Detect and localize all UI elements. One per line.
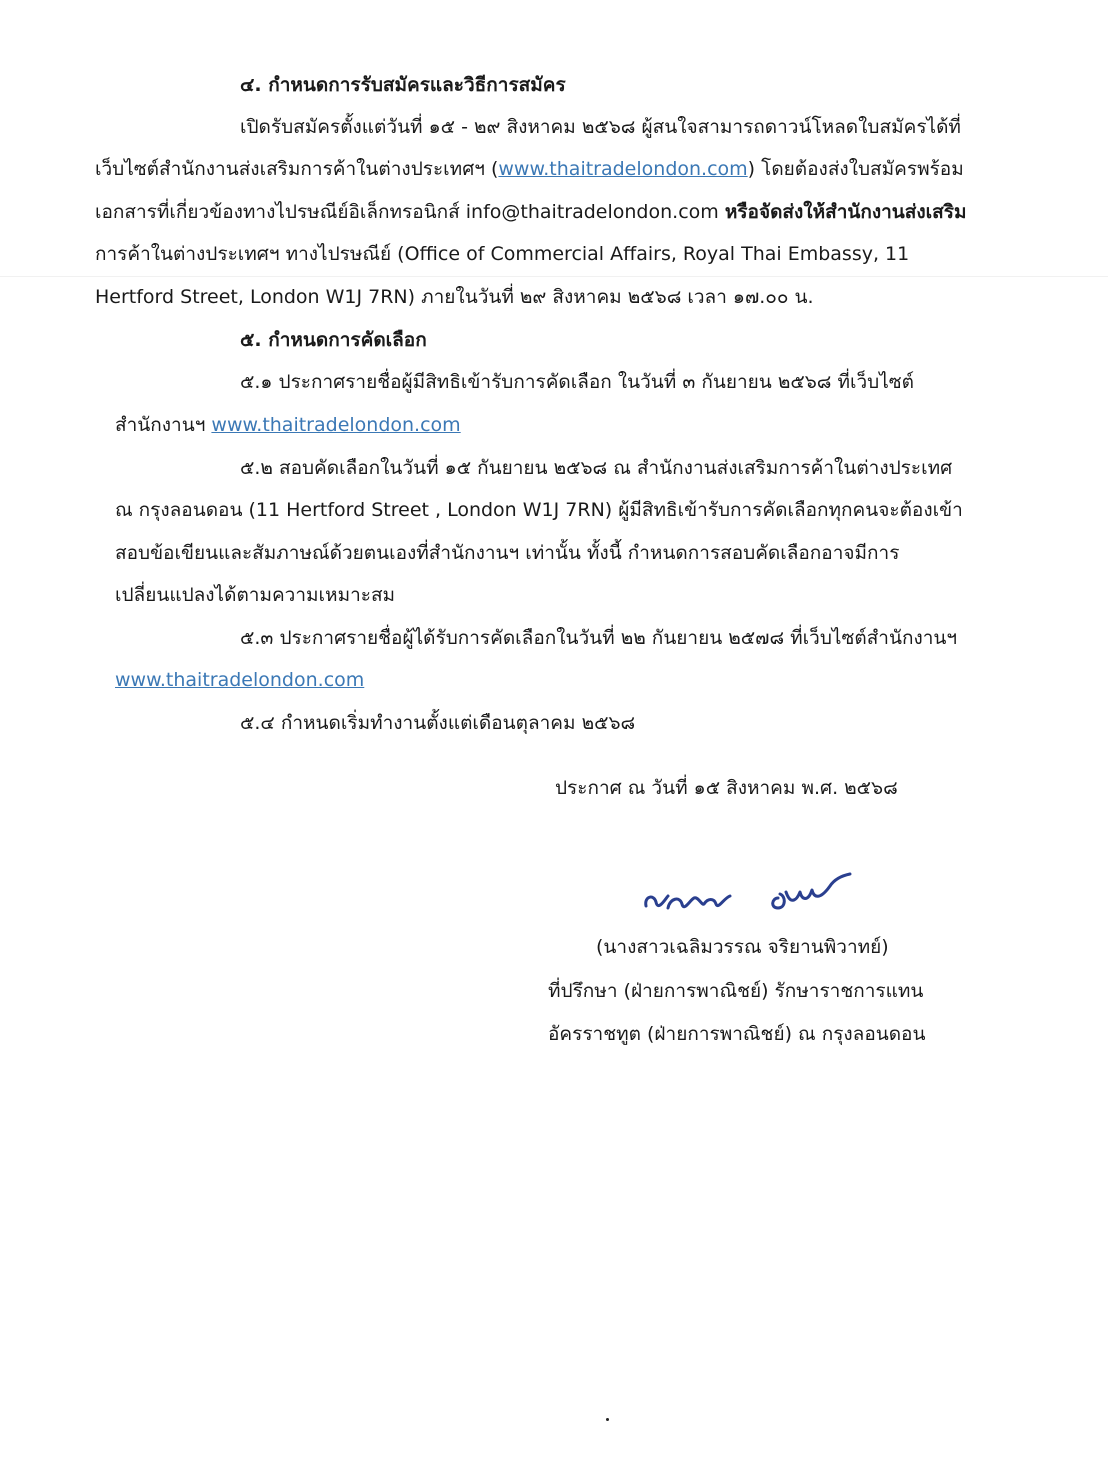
page-dot bbox=[606, 1418, 609, 1421]
item-5-1-line-1: ๕.๑ ประกาศรายชื่อผู้มีสิทธิเข้ารับการคัดเลือก ในวันที่ ๓ กันยายน ๒๕๖๘ ที่เว็บไซต์ bbox=[240, 371, 915, 393]
item-5-1-line-2 bbox=[115, 410, 461, 440]
section-4-para-line-1: เปิดรับสมัครตั้งแต่วันที่ ๑๕ - ๒๙ สิงหาคม ๒๕๖๘ ผู้สนใจสามารถดาวน์โหลดใบสมัครได้ที่ bbox=[240, 116, 961, 138]
text-span: เอกสารที่เกี่ยวข้องทางไปรษณีย์อิเล็กทรอนิกส์ info@thaitradelondon.com bbox=[95, 201, 725, 223]
item-5-3-line-2 bbox=[115, 665, 364, 695]
text-span: ) โดยต้องส่งใบสมัครพร้อม bbox=[747, 158, 964, 180]
signatory-title-1: ที่ปรึกษา (ฝ่ายการพาณิชย์) รักษาราชการแทน bbox=[548, 980, 924, 1002]
section-4-heading: ๔. กำหนดการรับสมัครและวิธีการสมัคร bbox=[240, 74, 566, 96]
section-4-para-line-4: การค้าในต่างประเทศฯ ทางไปรษณีย์ (Office of Commercial Affairs, Royal Thai Embassy, 11 bbox=[95, 243, 910, 265]
item-5-2-line-4: เปลี่ยนแปลงได้ตามความเหมาะสม bbox=[115, 584, 396, 606]
item-5-2-line-2: ณ กรุงลอนดอน (11 Hertford Street , London W1J 7RN) ผู้มีสิทธิเข้ารับการคัดเลือกทุกคนจะต้องเข้า bbox=[115, 499, 963, 521]
signatory-title-2: อัครราชทูต (ฝ่ายการพาณิชย์) ณ กรุงลอนดอน bbox=[548, 1023, 926, 1045]
item-5-3-line-1: ๕.๓ ประกาศรายชื่อผู้ได้รับการคัดเลือกในวันที่ ๒๒ กันยายน ๒๕๗๘ ที่เว็บไซต์สำนักงานฯ bbox=[240, 627, 958, 649]
website-link[interactable]: www.thaitradelondon.com bbox=[211, 414, 461, 436]
scan-artifact-line bbox=[0, 276, 1108, 277]
signatory-name: (นางสาวเฉลิมวรรณ จริยานพิวาทย์) bbox=[596, 936, 889, 958]
website-link[interactable]: www.thaitradelondon.com bbox=[498, 158, 748, 180]
text-span: สำนักงานฯ bbox=[115, 414, 212, 436]
text-span-bold: หรือจัดส่งให้สำนักงานส่งเสริม bbox=[724, 201, 967, 223]
section-4-para-line-2 bbox=[95, 154, 964, 184]
item-5-2-line-3: สอบข้อเขียนและสัมภาษณ์ด้วยตนเองที่สำนักงานฯ เท่านั้น ทั้งนี้ กำหนดการสอบคัดเลือกอาจมีการ bbox=[115, 542, 900, 564]
section-4-para-line-3 bbox=[95, 197, 967, 227]
section-4-para-line-5: Hertford Street, London W1J 7RN) ภายในวันที่ ๒๙ สิงหาคม ๒๕๖๘ เวลา ๑๗.๐๐ น. bbox=[95, 286, 814, 308]
item-5-2-line-1: ๕.๒ สอบคัดเลือกในวันที่ ๑๕ กันยายน ๒๕๖๘ ณ สำนักงานส่งเสริมการค้าในต่างประเทศ bbox=[240, 457, 953, 479]
item-5-4: ๕.๔ กำหนดเริ่มทำงานตั้งแต่เดือนตุลาคม ๒๕๖๘ bbox=[240, 712, 636, 734]
section-5-heading: ๕. กำหนดการคัดเลือก bbox=[240, 329, 427, 351]
announcement-date: ประกาศ ณ วันที่ ๑๕ สิงหาคม พ.ศ. ๒๕๖๘ bbox=[555, 777, 898, 799]
signature-image bbox=[640, 868, 870, 928]
website-link[interactable]: www.thaitradelondon.com bbox=[115, 669, 365, 691]
text-span: เว็บไซต์สำนักงานส่งเสริมการค้าในต่างประเทศฯ ( bbox=[95, 158, 499, 180]
